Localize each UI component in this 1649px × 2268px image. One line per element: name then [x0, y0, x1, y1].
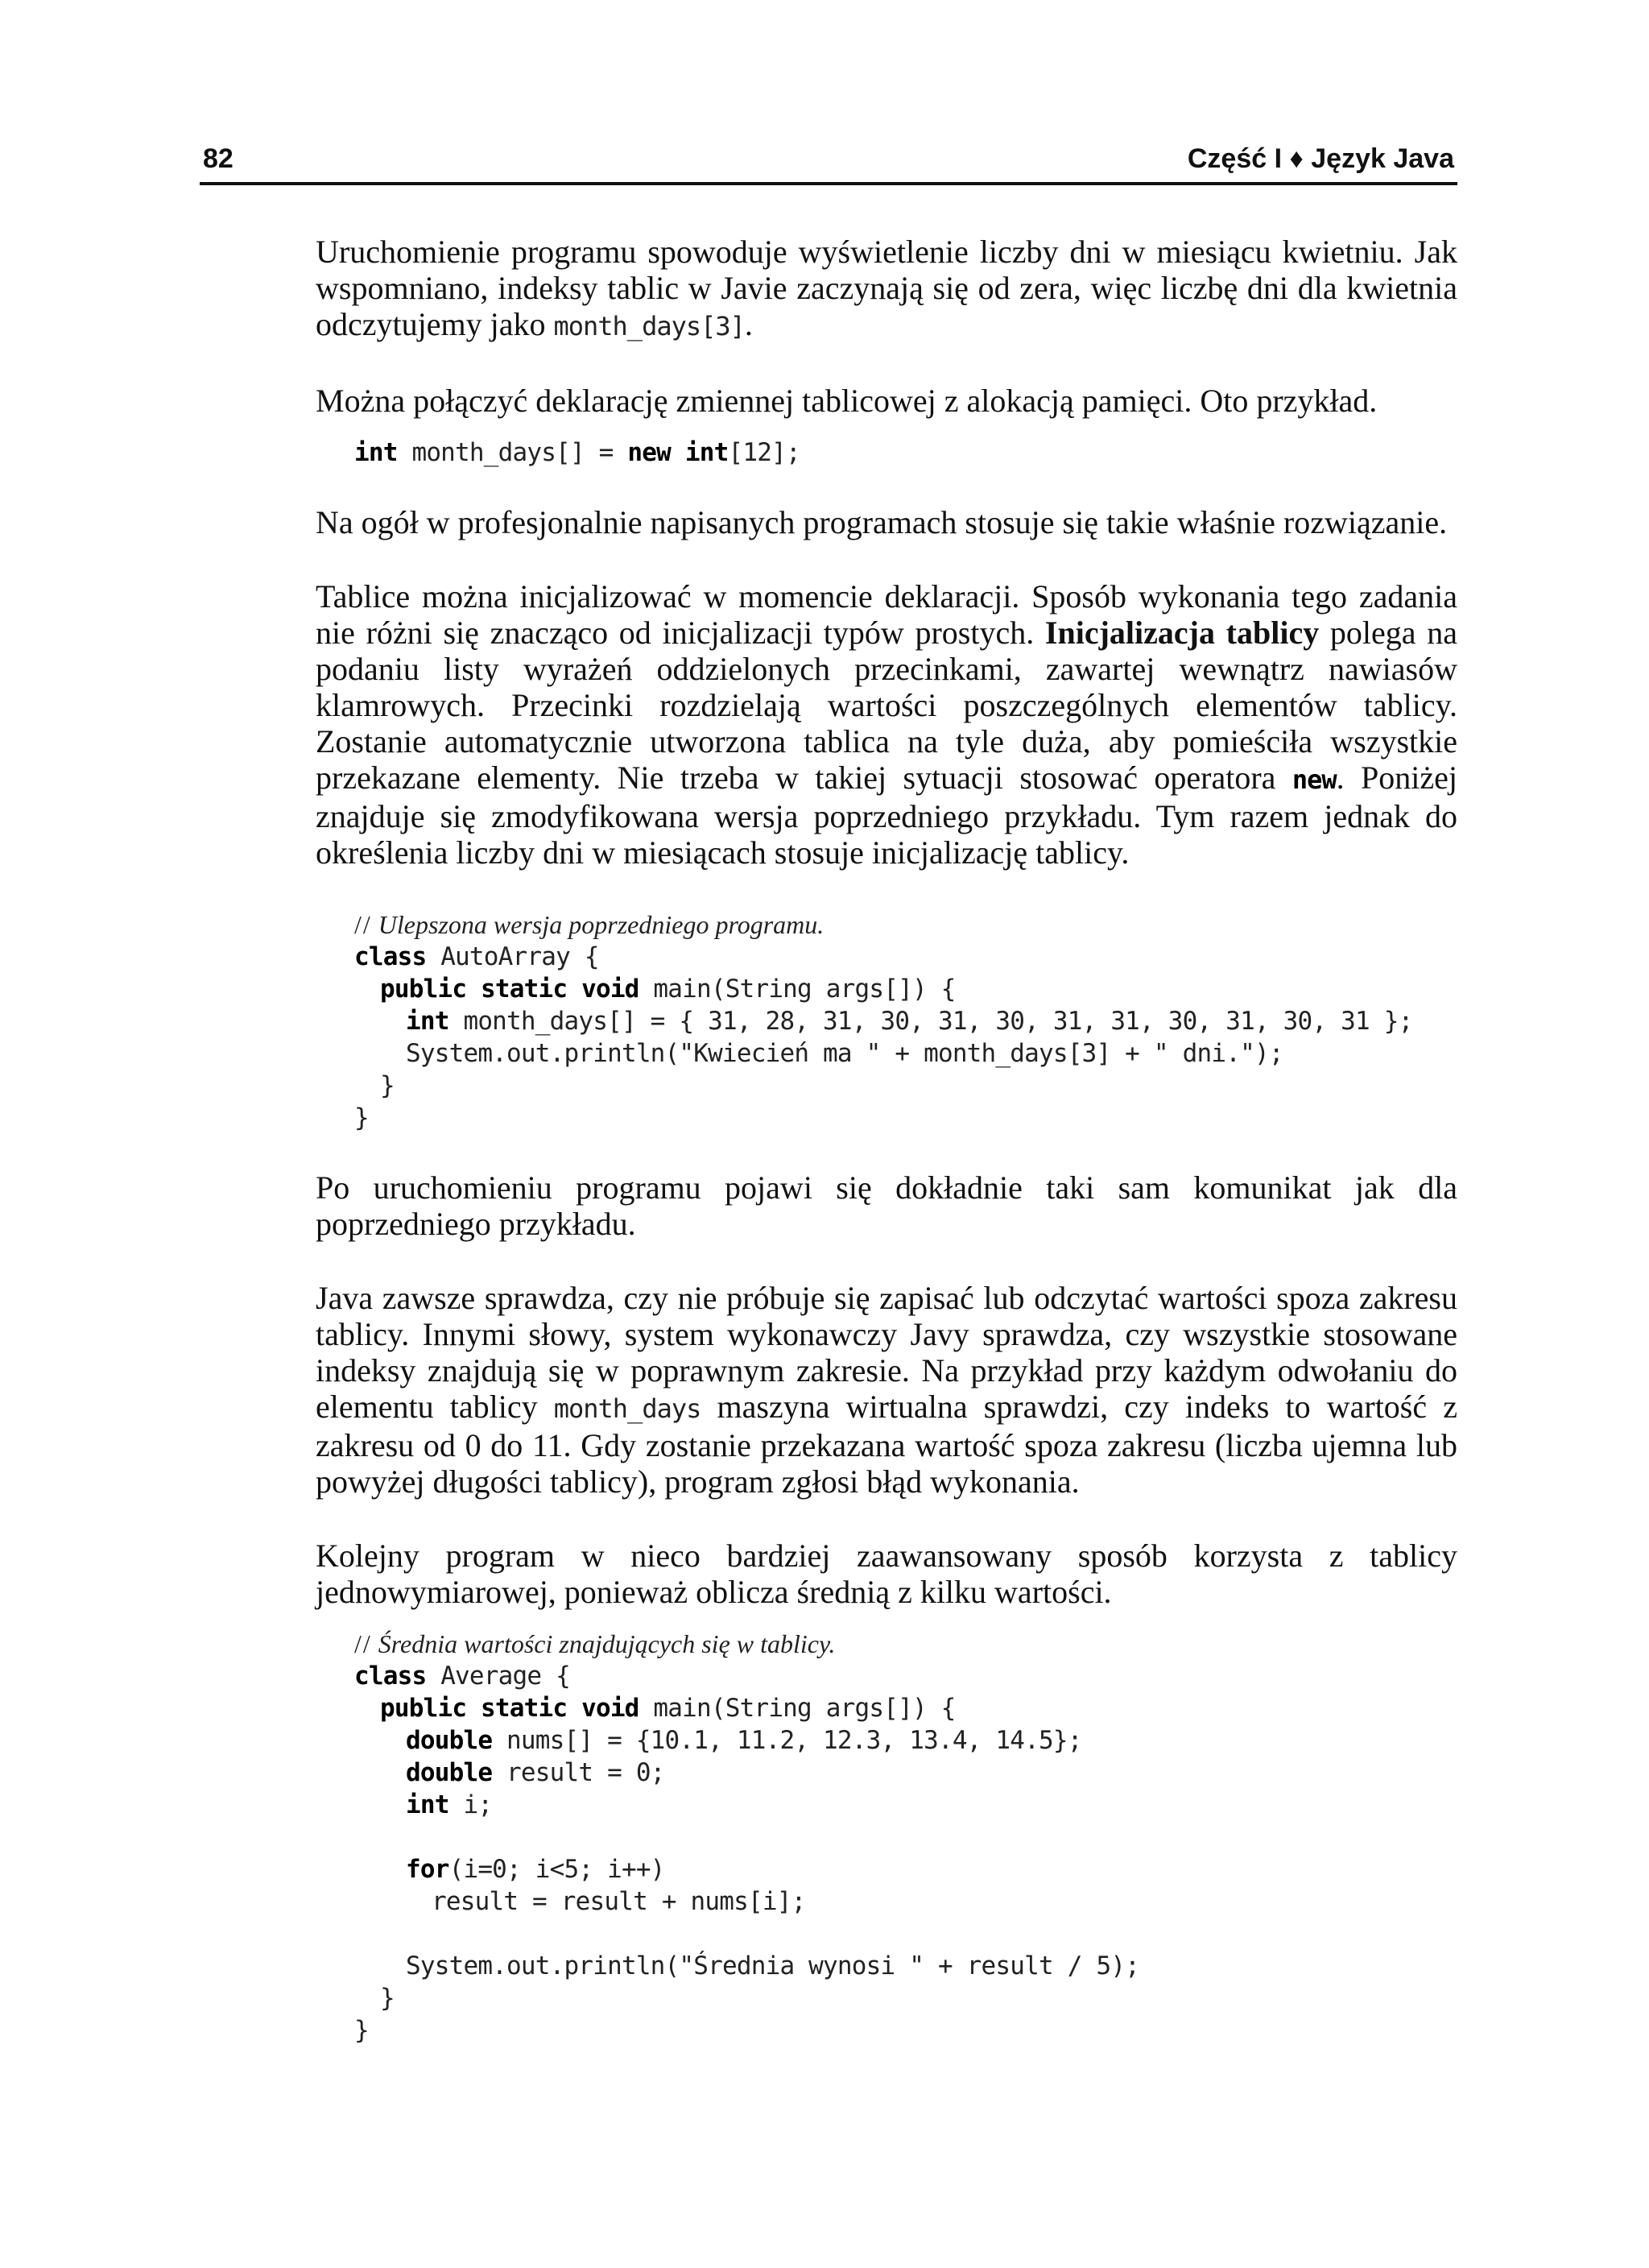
code-line: [354, 1692, 1457, 1724]
code-text: [671, 438, 685, 467]
code-keyword: new: [627, 438, 672, 467]
inline-code: month_days[3]: [553, 311, 745, 341]
paragraph-3: Na ogół w profesjonalnie napisanych programach stosuje się takie właśnie rozwiązanie.: [316, 504, 1448, 540]
code-text: result = 0;: [492, 1758, 665, 1787]
header-rule: [200, 182, 1457, 185]
code-line: [354, 1757, 1457, 1789]
paragraph-text: Uruchomienie programu spowoduje wyświetlenie liczby dni w miesiącu kwietniu. Jak wspomniano, indeksy tablic w Javie zaczynają się od zera, więc liczbę dni dla kwietnia odczytujemy jako: [316, 234, 1457, 342]
inline-code: month_days: [553, 1393, 701, 1424]
code-text: nums[] = {10.1, 11.2, 12.3, 13.4, 14.5};: [492, 1726, 1082, 1755]
paragraph-text: maszyna wirtualna sprawdzi, czy indeks to wartość z zakresu od 0 do 11. Gdy zostanie przekazana wartość spoza zakresu (liczba ujemna lub powyżej długości tablicy), program zgłosi błąd wykonania.: [316, 1389, 1458, 1500]
code-text: month_days[] =: [397, 438, 628, 467]
code-text: i;: [448, 1790, 493, 1819]
code-line: [354, 1789, 1457, 1821]
code-line: }: [354, 1103, 369, 1132]
bold-term: Inicjalizacja tablicy: [1044, 615, 1320, 651]
code-listing-autoarray: [354, 908, 1457, 1134]
code-text: main(String args[]) {: [639, 1694, 956, 1723]
paragraph-7: Kolejny program w nieco bardziej zaawansowany sposób korzysta z tablicy jednowymiarowej, ponieważ oblicza średnią z kilku wartości.: [316, 1538, 1457, 1610]
paragraph-text: . Poniżej znajduje się zmodyfikowana wersja poprzedniego przykładu. Tym razem jednak do określenia liczby dni w miesiącach stosuje inicjalizację tablicy.: [316, 759, 1458, 871]
code-keyword: class: [354, 942, 427, 971]
comment-text: Średnia wartości znajdujących się w tablicy.: [371, 1629, 836, 1658]
comment-slashes: //: [354, 910, 372, 939]
code-keyword: double: [406, 1758, 493, 1787]
paragraph-6: [316, 1280, 1457, 1500]
code-text: month_days[] = { 31, 28, 31, 30, 31, 30, 31, 31, 30, 31, 30, 31 };: [448, 1007, 1413, 1036]
code-keyword: int: [406, 1007, 449, 1036]
paragraph-4: [316, 578, 1457, 871]
code-keyword: public static void: [380, 975, 639, 1004]
code-line: result = result + nums[i];: [432, 1887, 806, 1916]
comment-slashes: //: [354, 1629, 372, 1658]
code-snippet-1: [354, 437, 1457, 469]
code-line: [354, 1660, 1457, 1692]
code-keyword: double: [406, 1726, 493, 1755]
paragraph-text: Tablice można inicjalizować w momencie deklaracji. Sposób wykonania tego zadania nie różni się znacząco od inicjalizacji typów prostych.: [316, 578, 1457, 651]
code-line: }: [354, 2016, 369, 2045]
code-line: [354, 1853, 1457, 1885]
code-line: System.out.println("Kwiecień ma " + month_days[3] + " dni.");: [406, 1039, 1283, 1068]
code-keyword: for: [406, 1855, 449, 1884]
code-text: [12];: [728, 438, 800, 467]
paragraph-1: [316, 234, 1457, 345]
code-text: main(String args[]) {: [639, 975, 956, 1004]
code-line: [354, 941, 1457, 973]
code-text: AutoArray {: [426, 942, 599, 971]
code-blank-line: [354, 1821, 1457, 1853]
code-keyword: class: [354, 1662, 427, 1691]
code-text: Average {: [426, 1662, 570, 1691]
code-line: [354, 1005, 1457, 1037]
code-comment: [354, 908, 1457, 941]
code-line: [354, 973, 1457, 1005]
code-keyword: int: [406, 1790, 449, 1819]
paragraph-text: Java zawsze sprawdza, czy nie próbuje się zapisać lub odczytać wartości spoza zakresu tablicy. Innymi słowy, system wykonawczy Javy sprawdza, czy wszystkie stosowane indeksy znajdują się w poprawnym zakresie. Na przykład przy każdym odwołaniu do elementu tablicy: [316, 1280, 1457, 1425]
comment-text: Ulepszona wersja poprzedniego programu.: [371, 910, 824, 939]
code-keyword: int: [354, 438, 398, 467]
code-line: System.out.println("Średnia wynosi " + result / 5);: [406, 1951, 1140, 1980]
code-keyword: public static void: [380, 1694, 639, 1723]
running-head: Część I ♦ Język Java: [1187, 143, 1454, 174]
code-blank-line: [354, 1918, 1457, 1950]
paragraph-text: polega na podaniu listy wyrażeń oddzielonych przecinkami, zawartej wewnątrz nawiasów klamrowych. Przecinki rozdzielają wartości poszczególnych elementów tablicy. Zostanie automatycznie utworzona tablica na tyle duża, aby pomieściła wszystkie przekazane elementy. Nie trzeba w takiej sytuacji stosować operatora: [316, 615, 1458, 796]
page-content: [316, 234, 1457, 2082]
code-listing-average: [354, 1628, 1457, 2047]
page-number: 82: [203, 143, 234, 174]
code-line: }: [380, 1071, 395, 1100]
inline-code: new: [1292, 764, 1337, 795]
paragraph-5: Po uruchomieniu programu pojawi się dokładnie taki sam komunikat jak dla poprzedniego przykładu.: [316, 1169, 1457, 1242]
code-keyword: int: [684, 438, 729, 467]
paragraph-text: .: [744, 306, 753, 342]
paragraph-2: Można połączyć deklarację zmiennej tablicowej z alokacją pamięci. Oto przykład.: [316, 383, 1378, 419]
code-line: [354, 1724, 1457, 1757]
code-text: (i=0; i<5; i++): [448, 1855, 665, 1884]
page-header: [200, 139, 1456, 185]
code-comment: [354, 1628, 1457, 1660]
code-line: [354, 437, 1457, 469]
code-line: }: [380, 1984, 395, 2013]
